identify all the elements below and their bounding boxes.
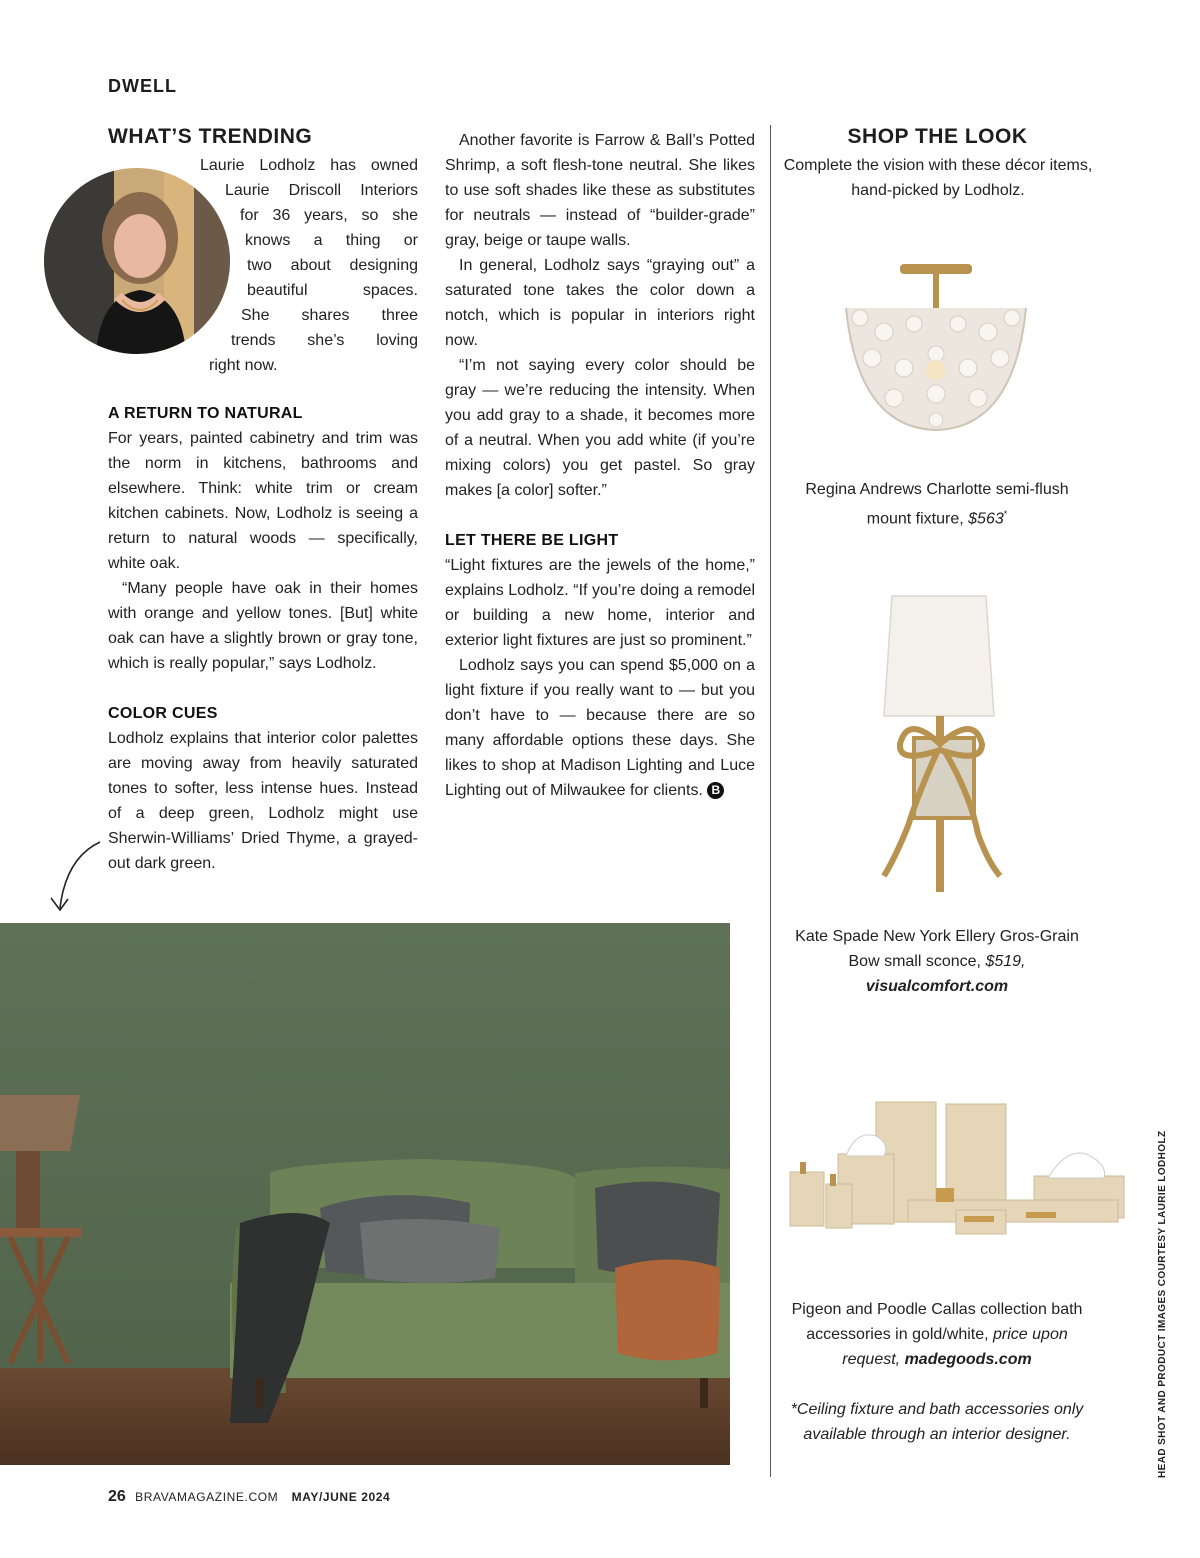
living-room-photo xyxy=(0,923,730,1465)
photo-credit: HEAD SHOT AND PRODUCT IMAGES COURTESY LAURIE LODHOLZ xyxy=(1157,1130,1168,1478)
ceiling-fixture-photo xyxy=(838,258,1034,438)
color-paragraph: Lodholz explains that interior color palettes are moving away from heavily saturated tones to softer, less intense hues. Instead of a deep green, Lodholz might use Sherwin-Williams’ Dried Thyme, a grayed-out dark green. xyxy=(108,730,418,872)
column-two xyxy=(445,128,755,803)
color-paragraph-2: Another favorite is Farrow & Ball’s Potted Shrimp, a soft flesh-tone neutral. She likes to use soft shades like these as substitutes for neutrals — instead of “builder-grade” gray, beige or taupe walls. xyxy=(445,132,755,249)
light-heading: LET THERE BE LIGHT xyxy=(445,532,619,549)
intro-line: trends she’s loving xyxy=(231,332,418,349)
intro-line: right now. xyxy=(209,357,278,374)
natural-quote: “Many people have oak in their homes with orange and yellow tones. [But] white oak can have a slightly brown or gray tone, which is really popular,” says Lodholz. xyxy=(108,580,418,672)
intro-line: beautiful spaces. xyxy=(247,282,418,299)
section-tag: DWELL xyxy=(108,76,177,96)
light-paragraph-text: Lodholz says you can spend $5,000 on a light fixture if you really want to — but you don’t have to — because there are so many affordable options these days. She likes to shop at Madison Lighting and Luce Lighting out of Milwaukee for clients. xyxy=(445,657,755,799)
intro-line: Laurie Driscoll Interiors xyxy=(225,182,418,199)
curved-arrow-icon xyxy=(44,838,104,918)
sconce-price: $519, xyxy=(985,953,1026,970)
fixture-price: $563 xyxy=(968,510,1004,528)
intro-line: She shares three xyxy=(241,307,418,324)
sconce-photo xyxy=(878,594,1006,894)
color-quote: “I’m not saying every color should be gray — we’re reducing the intensity. When you add gray to a shade, it becomes more of a neutral. When you add white (if you’re mixing colors) you get pastel. So gray makes [a color] softer.” xyxy=(445,357,755,499)
caption-bath-accessories xyxy=(782,1297,1092,1372)
bath-price: price upon request, xyxy=(842,1326,1068,1368)
natural-heading: A RETURN TO NATURAL xyxy=(108,405,303,422)
light-quote: “Light fixtures are the jewels of the home,” explains Lodholz. “If you’re doing a remodel or building a new home, interior and exterior light fixtures are just so prominent.” xyxy=(445,557,755,649)
bath-accessories-photo xyxy=(786,1092,1132,1242)
shop-title: SHOP THE LOOK xyxy=(847,125,1028,148)
bath-site-link[interactable]: madegoods.com xyxy=(904,1351,1032,1368)
sconce-site-link[interactable]: visualcomfort.com xyxy=(865,978,1009,995)
natural-paragraph: For years, painted cabinetry and trim was the norm in kitchens, bathrooms and elsewhere. Think: white trim or cream kitchen cabinets. Now, Lodholz is seeing a return to natural woods — specifically, white oak. xyxy=(108,430,418,572)
column-divider xyxy=(770,125,771,1477)
trending-heading: WHAT’S TRENDING xyxy=(108,125,313,148)
intro-line: Laurie Lodholz has owned xyxy=(200,157,418,174)
sconce-name: Kate Spade New York Ellery Gros-Grain Bow small sconce, xyxy=(795,928,1079,970)
intro-line: knows a thing or xyxy=(245,232,418,249)
shop-subtitle: Complete the vision with these décor items, hand-picked by Lodholz. xyxy=(783,157,1093,199)
page-footer xyxy=(108,1488,390,1506)
bath-name: Pigeon and Poodle Callas collection bath accessories in gold/white, xyxy=(791,1301,1083,1343)
page-number: 26 xyxy=(108,1488,126,1505)
color-heading: COLOR CUES xyxy=(108,705,218,722)
intro-line: for 36 years, so she xyxy=(240,207,418,224)
footer-site: BRAVAMAGAZINE.COM xyxy=(135,1490,279,1504)
availability-note: *Ceiling fixture and bath accessories only available through an interior designer. xyxy=(790,1401,1084,1443)
fixture-asterisk: * xyxy=(1003,509,1008,519)
trending-intro xyxy=(190,153,418,378)
footer-issue: MAY/JUNE 2024 xyxy=(291,1490,391,1504)
light-paragraph xyxy=(445,653,755,803)
end-mark-icon: B xyxy=(707,782,724,799)
caption-ceiling-fixture xyxy=(782,477,1092,531)
fixture-name: Regina Andrews Charlotte semi-flush mount fixture, xyxy=(805,481,1069,528)
color-paragraph-3: In general, Lodholz says “graying out” a saturated tone takes the color down a notch, which is popular in interiors right now. xyxy=(445,257,755,349)
column-one xyxy=(108,401,418,876)
caption-sconce xyxy=(782,924,1092,999)
intro-line: two about designing xyxy=(247,257,418,274)
